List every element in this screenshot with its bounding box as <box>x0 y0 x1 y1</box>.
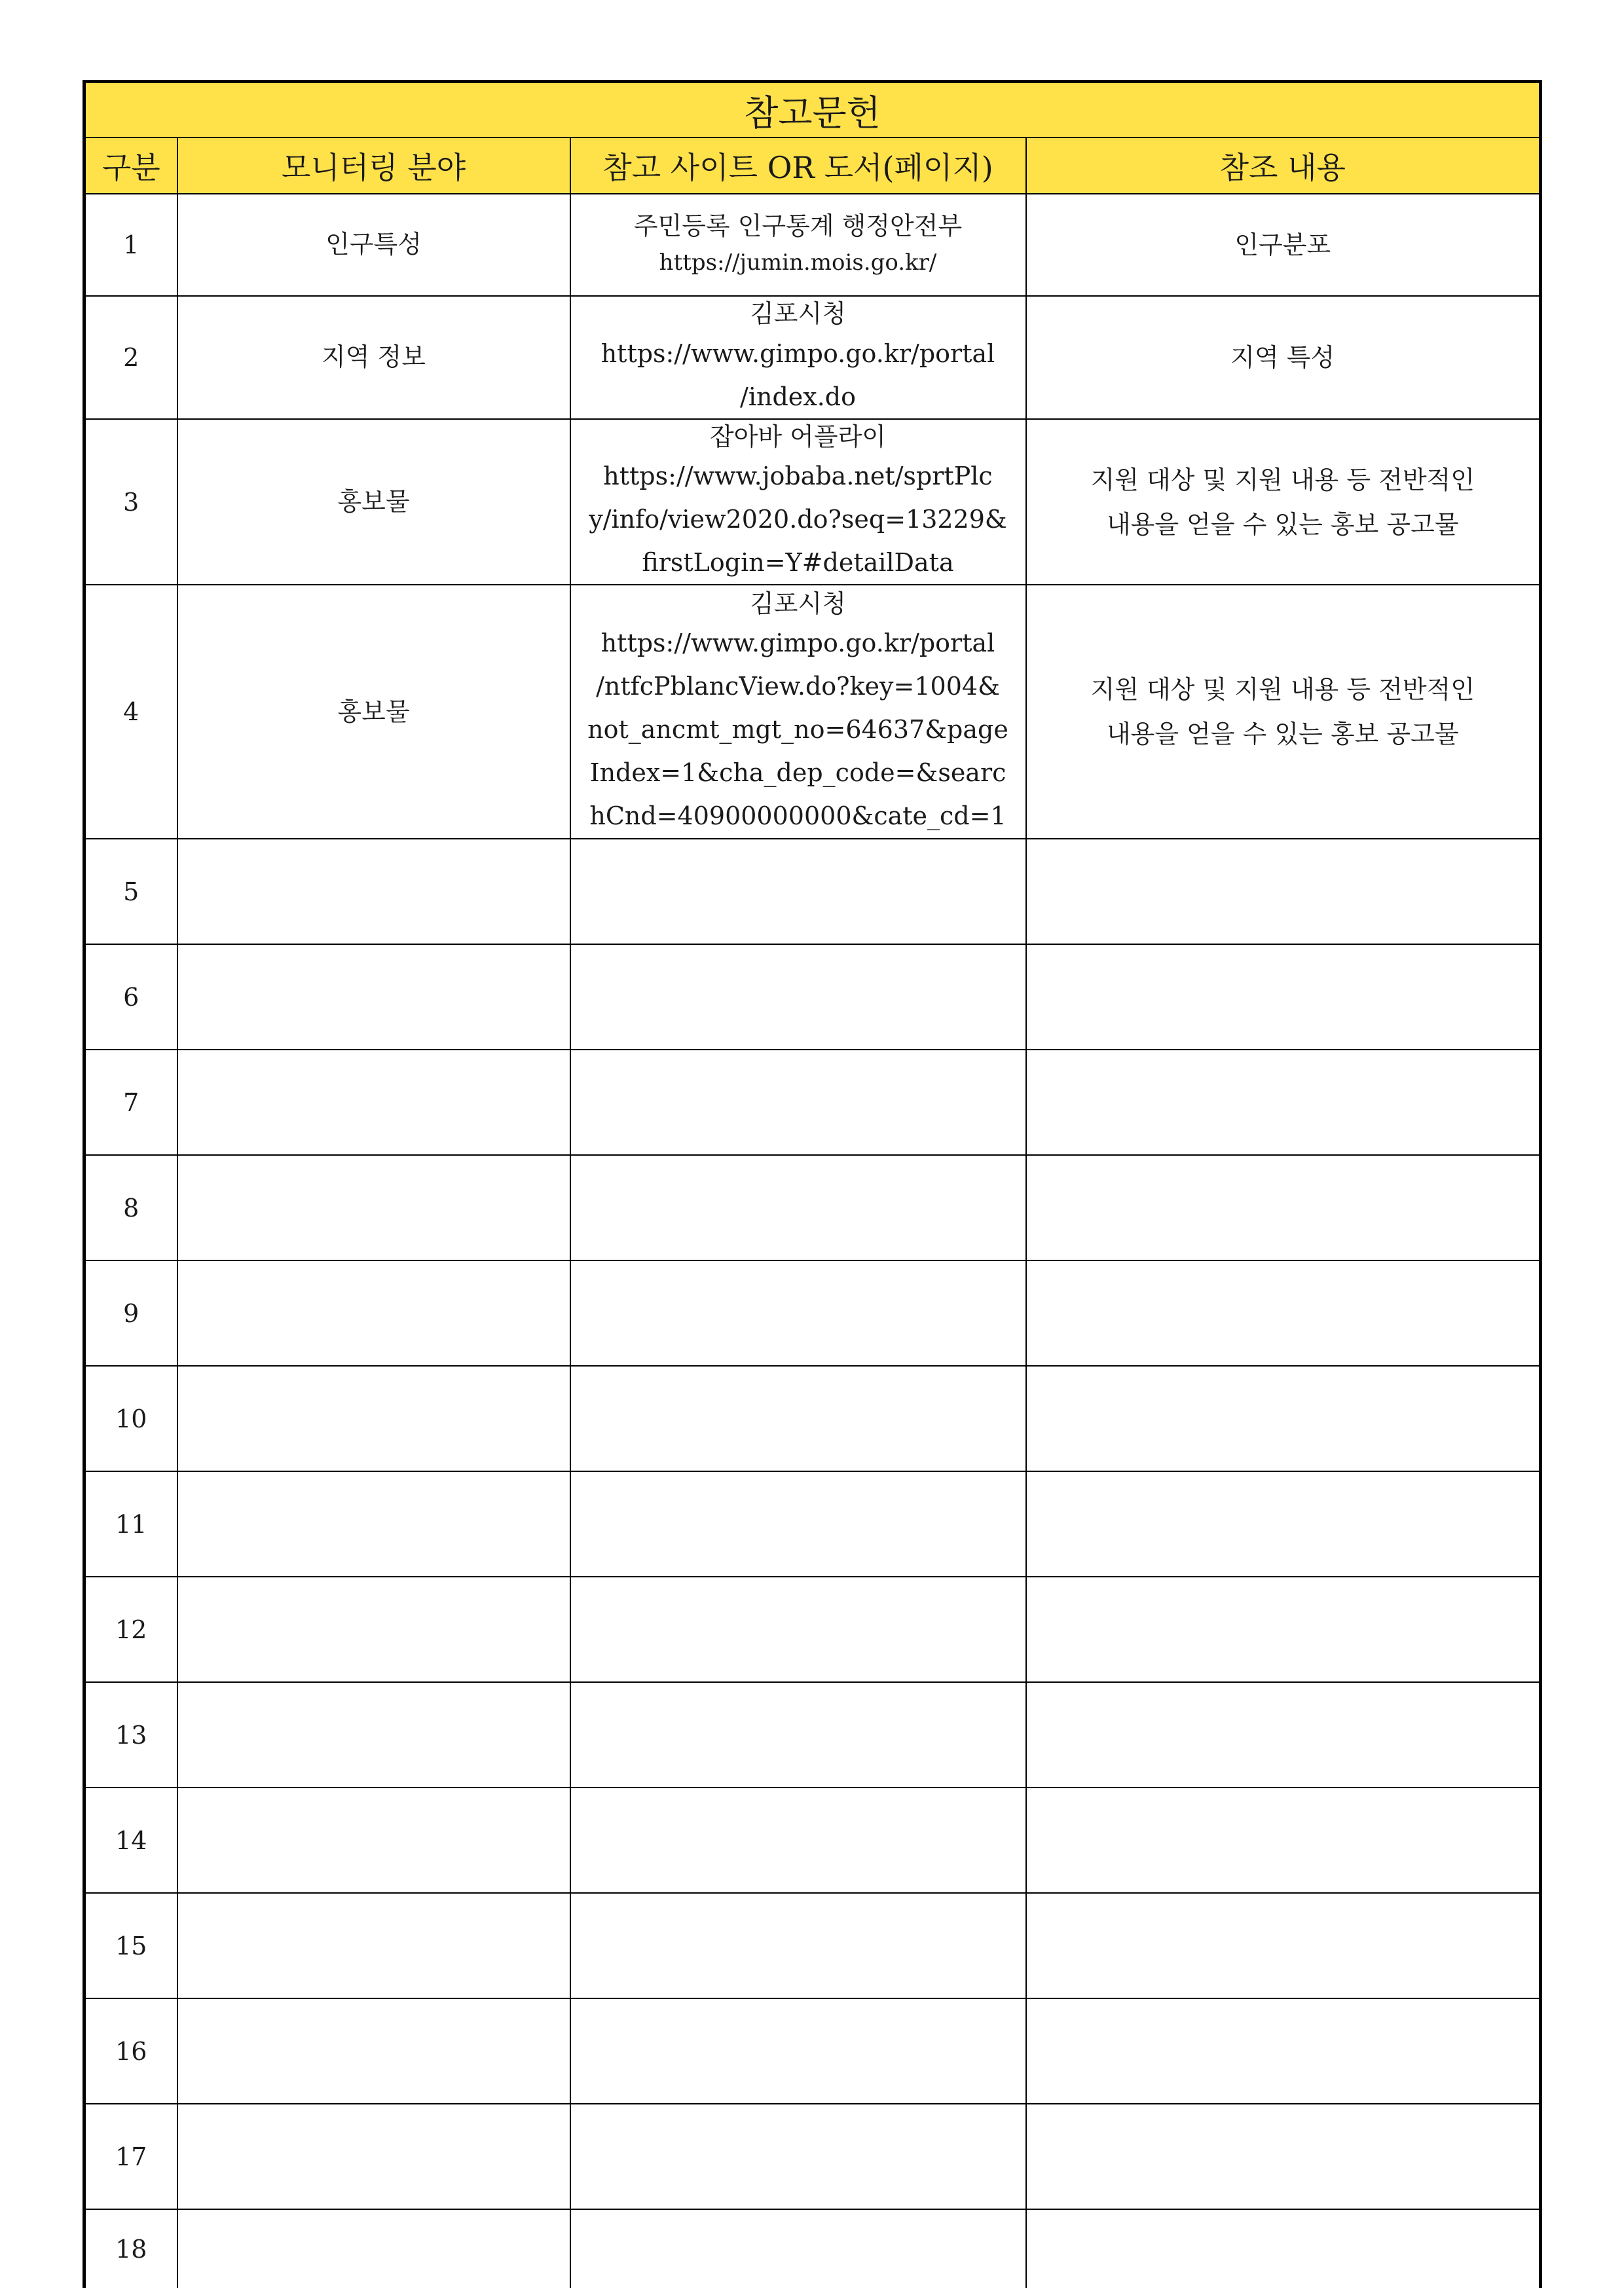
reference-content-cell <box>1026 1998 1541 2104</box>
reference-url-link[interactable]: hCnd=40900000000&cate_cd=1 <box>589 801 1006 830</box>
reference-content-cell <box>1026 944 1541 1050</box>
reference-site-cell <box>570 296 1026 419</box>
monitoring-field-cell <box>177 839 570 944</box>
reference-site-cell <box>570 419 1026 585</box>
reference-url-link[interactable]: not_ancmt_mgt_no=64637&page <box>587 714 1008 744</box>
table-row <box>84 2209 1541 2288</box>
column-header-reference-content: 참조 내용 <box>1026 138 1541 194</box>
table-row <box>84 1366 1541 1471</box>
reference-content-cell <box>1026 839 1541 944</box>
reference-content-cell <box>1026 194 1541 296</box>
table-row <box>84 585 1541 839</box>
column-header-monitoring-field: 모니터링 분야 <box>177 138 570 194</box>
reference-site-cell <box>570 1260 1026 1366</box>
reference-content-cell <box>1026 1155 1541 1260</box>
reference-site-cell <box>570 2104 1026 2209</box>
monitoring-field-cell: 인구특성 <box>177 194 570 296</box>
row-number-cell: 10 <box>84 1366 177 1471</box>
reference-site-cell <box>570 2209 1026 2288</box>
content-line: 지원 대상 및 지원 내용 등 전반적인 <box>1090 465 1475 494</box>
reference-url-link[interactable]: y/info/view2020.do?seq=13229& <box>589 505 1007 534</box>
reference-url-link[interactable]: https://www.jobaba.net/sprtPlc <box>603 462 993 491</box>
reference-url-link[interactable]: /index.do <box>740 382 856 411</box>
row-number-cell: 7 <box>84 1050 177 1155</box>
row-number-cell: 5 <box>84 839 177 944</box>
site-name: 주민등록 인구통계 행정안전부 <box>633 211 963 241</box>
reference-site-cell <box>570 1366 1026 1471</box>
row-number-cell: 1 <box>84 194 177 296</box>
table-row <box>84 1050 1541 1155</box>
column-header-category: 구분 <box>84 138 177 194</box>
table-row <box>84 1155 1541 1260</box>
content-line: 지역 특성 <box>1230 343 1335 372</box>
table-row <box>84 1471 1541 1577</box>
monitoring-field-cell <box>177 2104 570 2209</box>
row-number-cell: 16 <box>84 1998 177 2104</box>
monitoring-field-cell <box>177 1577 570 1682</box>
row-number-cell: 17 <box>84 2104 177 2209</box>
content-line: 내용을 얻을 수 있는 홍보 공고물 <box>1106 720 1459 749</box>
reference-site-cell <box>570 1155 1026 1260</box>
table-row <box>84 1682 1541 1788</box>
row-number-cell: 12 <box>84 1577 177 1682</box>
reference-site-cell <box>570 1998 1026 2104</box>
site-name: 잡아바 어플라이 <box>709 422 887 451</box>
reference-site-cell <box>570 194 1026 296</box>
monitoring-field-cell <box>177 1155 570 1260</box>
reference-content-cell <box>1026 1682 1541 1788</box>
monitoring-field-cell: 홍보물 <box>177 585 570 839</box>
monitoring-field-cell <box>177 1998 570 2104</box>
row-number-cell: 2 <box>84 296 177 419</box>
reference-content-cell <box>1026 1577 1541 1682</box>
table-row <box>84 1788 1541 1893</box>
row-number-cell: 3 <box>84 419 177 585</box>
reference-content-cell <box>1026 419 1541 585</box>
monitoring-field-cell: 홍보물 <box>177 419 570 585</box>
monitoring-field-cell <box>177 1366 570 1471</box>
table-row <box>84 944 1541 1050</box>
table-row <box>84 194 1541 296</box>
row-number-cell: 14 <box>84 1788 177 1893</box>
reference-url-link[interactable]: https://www.gimpo.go.kr/portal <box>600 628 995 657</box>
row-number-cell: 6 <box>84 944 177 1050</box>
monitoring-field-cell <box>177 2209 570 2288</box>
reference-content-cell <box>1026 1788 1541 1893</box>
reference-url-link[interactable]: https://www.gimpo.go.kr/portal <box>600 339 995 368</box>
reference-url-link[interactable]: /ntfcPblancView.do?key=1004& <box>596 671 1000 701</box>
monitoring-field-cell <box>177 944 570 1050</box>
content-line: 내용을 얻을 수 있는 홍보 공고물 <box>1106 509 1459 539</box>
reference-url-link[interactable]: https://jumin.mois.go.kr/ <box>659 249 937 276</box>
reference-site-cell <box>570 944 1026 1050</box>
reference-content-cell <box>1026 1050 1541 1155</box>
table-row <box>84 1577 1541 1682</box>
reference-site-cell <box>570 1788 1026 1893</box>
reference-content-cell <box>1026 296 1541 419</box>
row-number-cell: 15 <box>84 1893 177 1998</box>
reference-url-link[interactable]: Index=1&cha_dep_code=&searc <box>589 758 1006 787</box>
reference-content-cell <box>1026 2209 1541 2288</box>
reference-site-cell <box>570 1682 1026 1788</box>
monitoring-field-cell: 지역 정보 <box>177 296 570 419</box>
table-row <box>84 296 1541 419</box>
site-name: 김포시청 <box>750 589 846 618</box>
row-number-cell: 13 <box>84 1682 177 1788</box>
reference-content-cell <box>1026 1471 1541 1577</box>
reference-content-cell <box>1026 1260 1541 1366</box>
reference-content-cell <box>1026 1893 1541 1998</box>
reference-content-cell <box>1026 1366 1541 1471</box>
monitoring-field-cell <box>177 1050 570 1155</box>
reference-url-link[interactable]: firstLogin=Y#detailData <box>642 548 954 578</box>
reference-site-cell <box>570 839 1026 944</box>
row-number-cell: 8 <box>84 1155 177 1260</box>
content-line: 지원 대상 및 지원 내용 등 전반적인 <box>1090 675 1475 705</box>
table-row <box>84 1260 1541 1366</box>
monitoring-field-cell <box>177 1682 570 1788</box>
table-row <box>84 419 1541 585</box>
reference-site-cell <box>570 1893 1026 1998</box>
table-row <box>84 2104 1541 2209</box>
row-number-cell: 4 <box>84 585 177 839</box>
reference-site-cell <box>570 1050 1026 1155</box>
reference-site-cell <box>570 585 1026 839</box>
reference-site-cell <box>570 1577 1026 1682</box>
content-line: 인구분포 <box>1234 230 1331 259</box>
reference-content-cell <box>1026 585 1541 839</box>
table-title: 참고문헌 <box>84 82 1541 138</box>
monitoring-field-cell <box>177 1471 570 1577</box>
row-number-cell: 18 <box>84 2209 177 2288</box>
row-number-cell: 11 <box>84 1471 177 1577</box>
monitoring-field-cell <box>177 1788 570 1893</box>
table-row <box>84 1893 1541 1998</box>
reference-table <box>83 80 1542 2288</box>
reference-site-cell <box>570 1471 1026 1577</box>
table-row <box>84 1998 1541 2104</box>
column-header-reference-site: 참고 사이트 OR 도서(페이지) <box>570 138 1026 194</box>
monitoring-field-cell <box>177 1893 570 1998</box>
site-name: 김포시청 <box>750 299 846 329</box>
reference-content-cell <box>1026 2104 1541 2209</box>
monitoring-field-cell <box>177 1260 570 1366</box>
table-row <box>84 839 1541 944</box>
row-number-cell: 9 <box>84 1260 177 1366</box>
table-body <box>84 194 1541 2288</box>
